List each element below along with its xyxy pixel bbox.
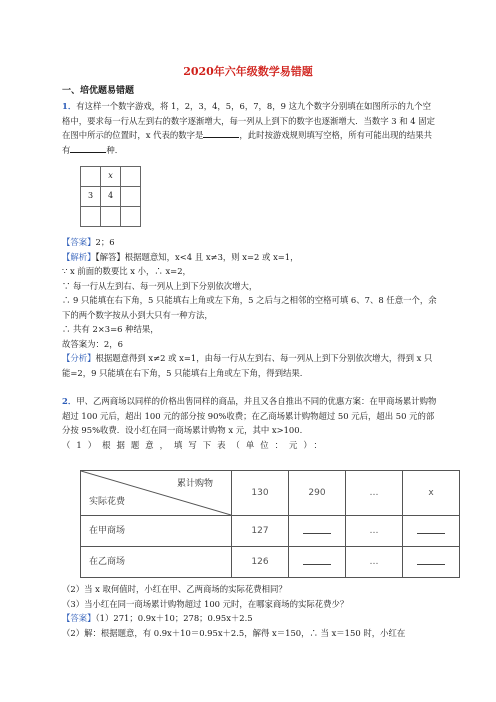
grid-cell (121, 187, 141, 207)
q1-text-c: 种． (106, 144, 124, 155)
table-cell: … (346, 516, 403, 547)
q2-sub2: （2）当 x 取何值时，小红在甲、乙两商场的实际花费相同？ (62, 584, 287, 594)
header-cell: x (403, 471, 460, 516)
section-heading: 一、培优题易错题 (62, 86, 135, 96)
q1-analysis-line: ∵ 每一行从左到右、每一列从上到下分别依次增大， (62, 280, 258, 291)
blank-cell (289, 547, 346, 578)
q1-answer: 2；6 (95, 237, 115, 247)
q2-number: 2． (62, 396, 77, 406)
q1-analysis-line: 【解答】根据题意知，x<4 且 x≠3，则 x=2 或 x=1， (95, 251, 299, 262)
diag-top-label: 累计购物 (176, 479, 213, 489)
grid-cell-4: 4 (101, 187, 121, 207)
price-table (80, 470, 460, 578)
blank-cell (403, 547, 460, 578)
answer-blank (417, 523, 445, 534)
question-1 (62, 99, 438, 157)
answer-blank (303, 554, 331, 565)
grid-cell (81, 167, 101, 187)
q1-analysis-line: ∴ 共有 2×3=6 种结果， (62, 324, 159, 334)
q1-solution (62, 235, 438, 380)
grid-cell (121, 207, 141, 227)
grid-cell (121, 167, 141, 187)
q1-analysis-line: ∴ 9 只能填在右下角，5 只能填右上角或左下角，5 之后与之相邻的空格可填 6、7、8 任意一个，余下的两个数字按从小到大只有一种方法， (62, 295, 437, 320)
header-cell: 290 (289, 471, 346, 516)
q2-sub1: （1）根据题意，填写下表（单位：元）： (62, 439, 328, 450)
table-row (81, 547, 460, 578)
q1-answer-label: 【答案】 (62, 237, 96, 247)
diagonal-header-cell (81, 471, 231, 515)
table-row (81, 516, 460, 547)
table-cell: 127 (232, 516, 289, 547)
number-grid (80, 166, 141, 227)
q2-text: 甲、乙两商场以同样的价格出售同样的商品，并且又各自推出不同的优惠方案：在甲商场累计购物超过 100 元后，超出 100 元的部分按 90%收费；在乙商场累计购物超过 50 元后，超出 50 元的部分按 95%收费．设小红在同一商场累计购物 x 元，其中 x>100. (62, 396, 437, 435)
q1-analysis-label: 【解析】 (62, 251, 96, 262)
q2-answer-label: 【答案】 (62, 613, 96, 623)
q2-rest (62, 582, 438, 640)
q1-analysis-line: 故答案为：2，6 (62, 338, 123, 349)
header-cell: … (346, 471, 403, 516)
q1-text-b: ，此时按游戏规则填写空格，所有可能出现的结果共有 (62, 130, 433, 155)
q1-number: 1． (62, 101, 77, 111)
row-label: 在甲商场 (81, 516, 232, 547)
diag-bottom-label: 实际花费 (89, 496, 126, 507)
answer-blank (303, 523, 331, 534)
blank-cell (289, 516, 346, 547)
q1-analysis-line: ∵ x 前面的数要比 x 小，∴ x=2， (62, 266, 191, 276)
q1-text-a: 有这样一个数字游戏，将 1，2，3，4，5，6，7，8，9 这九个数字分别填在如图所示的九个空格中，要求每一行从左到右的数字逐渐增大，每一列从上到下的数字也逐渐增大．当数字 3 和 4 固定在图中所示的位置时，x 代表的数字是 (62, 101, 436, 140)
grid-cell-3: 3 (81, 187, 101, 207)
grid-cell (81, 207, 101, 227)
table-cell: 126 (232, 547, 289, 578)
q2-answer: （1）271；0.9x＋10；278；0.95x＋2.5 (95, 613, 253, 623)
blank-cell (403, 516, 460, 547)
header-cell: 130 (232, 471, 289, 516)
row-label: 在乙商场 (81, 547, 232, 578)
question-2 (62, 394, 438, 452)
table-cell: … (346, 547, 403, 578)
q1-fenxi-label: 【分析】 (62, 353, 96, 363)
q2-answer-2: （2）解：根据题意，有 0.9x＋10＝0.95x＋2.5，解得 x＝150，∴ 当 x＝150 时，小红在 (62, 627, 406, 638)
q2-sub3: （3）当小红在同一商场累计购物超过 100 元时，在哪家商场的实际花费少？ (62, 598, 349, 609)
q1-blank-2 (70, 143, 106, 153)
grid-cell-x: x (101, 167, 121, 187)
q1-blank-1 (203, 128, 239, 138)
grid-cell (101, 207, 121, 227)
answer-blank (417, 554, 445, 565)
page-title: 2020年六年级数学易错题 (183, 65, 313, 78)
q1-fenxi: 根据题意得到 x≠2 或 x=1，由每一行从左到右、每一列从上到下分别依次增大，得到 x 只能=2，9 只能填在右下角，5 只能填右上角或左下角，得到结果. (62, 353, 433, 378)
